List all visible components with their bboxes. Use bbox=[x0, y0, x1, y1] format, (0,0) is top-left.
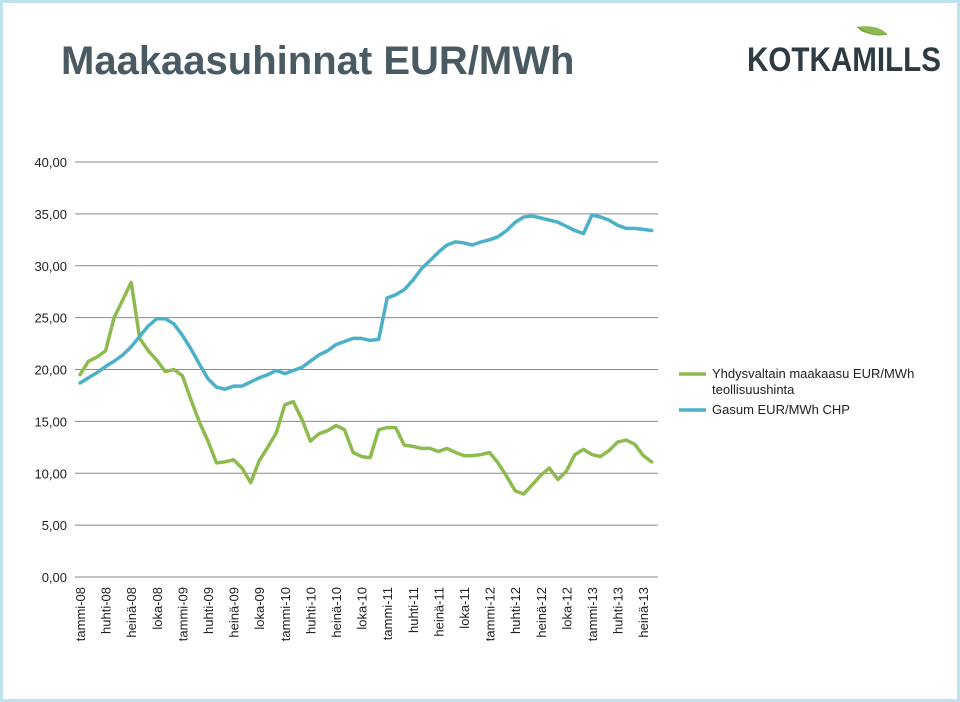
legend-label: Gasum EUR/MWh CHP bbox=[712, 402, 850, 417]
x-tick-label: tammi-08 bbox=[73, 587, 88, 642]
x-tick-label: huhti-09 bbox=[201, 587, 216, 634]
legend-item-1 bbox=[679, 366, 914, 397]
x-tick-label: loka-08 bbox=[149, 587, 165, 630]
series-line-1 bbox=[80, 282, 652, 494]
y-tick-label: 40,00 bbox=[34, 155, 67, 170]
x-tick-label: tammi-12 bbox=[482, 587, 498, 642]
x-tick-label: huhti-12 bbox=[508, 587, 524, 634]
x-tick-label: loka-12 bbox=[559, 587, 575, 630]
x-tick-label: loka-10 bbox=[354, 587, 370, 630]
x-axis bbox=[73, 587, 651, 641]
x-tick-label: huhti-08 bbox=[98, 587, 114, 634]
x-tick-label: loka-09 bbox=[252, 587, 268, 630]
legend-item-2 bbox=[679, 402, 850, 417]
x-tick-label: heinä-08 bbox=[124, 587, 140, 638]
y-tick-label: 35,00 bbox=[34, 206, 67, 222]
slide bbox=[3, 3, 957, 699]
y-tick-label: 0,00 bbox=[41, 570, 67, 585]
line-chart bbox=[3, 3, 957, 699]
y-tick-label: 5,00 bbox=[41, 518, 67, 534]
x-tick-label: tammi-11 bbox=[380, 587, 396, 641]
series-line-2 bbox=[80, 215, 652, 389]
y-tick-label: 10,00 bbox=[34, 466, 67, 482]
y-tick-label: 20,00 bbox=[34, 362, 67, 378]
y-tick-label: 25,00 bbox=[34, 310, 67, 326]
x-tick-label: heinä-11 bbox=[431, 587, 447, 637]
svg-text:KOTKAMILLS: KOTKAMILLS bbox=[747, 41, 941, 79]
y-axis bbox=[34, 155, 67, 585]
x-tick-label: heinä-10 bbox=[329, 587, 344, 638]
y-tick-label: 15,00 bbox=[34, 414, 67, 430]
x-tick-label: huhti-10 bbox=[303, 587, 319, 634]
legend bbox=[679, 366, 914, 417]
y-tick-label: 30,00 bbox=[34, 258, 67, 274]
x-tick-label: heinä-12 bbox=[533, 587, 549, 638]
slide-title: Maakaasuhinnat EUR/MWh bbox=[61, 39, 575, 83]
x-tick-label: huhti-13 bbox=[610, 587, 626, 634]
x-tick-label: tammi-10 bbox=[277, 587, 293, 642]
x-tick-label: tammi-09 bbox=[175, 587, 191, 642]
x-tick-label: heinä-13 bbox=[636, 587, 652, 638]
legend-label: Yhdysvaltain maakaasu EUR/MWh teollisuushinta bbox=[712, 366, 915, 397]
x-tick-label: tammi-13 bbox=[585, 587, 600, 642]
x-tick-label: huhti-11 bbox=[405, 587, 421, 634]
x-tick-label: loka-11 bbox=[457, 587, 472, 629]
x-tick-label: heinä-09 bbox=[226, 587, 242, 638]
